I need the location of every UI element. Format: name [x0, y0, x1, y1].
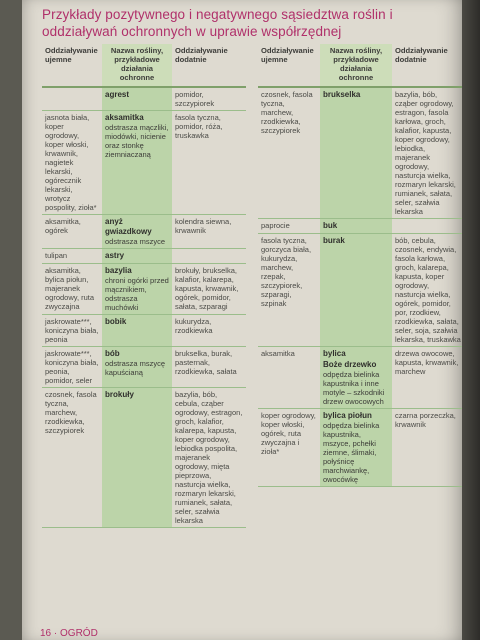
plant-cell: [102, 215, 172, 249]
positive-cell: bazylia, bób, cząber ogrodowy, estragon, fasola karłowa, groch, kalafior, kapusta, koper ogrodowy, lebiodka, majeranek ogrodowy, nasturcja wielka, rozmaryn lekarski, rumianek, sałata, seler, szałwia lekarska: [392, 87, 464, 219]
page-footer: 16 · OGRÓD: [40, 628, 98, 639]
plant-name: agrest: [105, 90, 130, 99]
header-plant: Nazwa rośliny, przykładowe działania ochronne: [320, 44, 392, 87]
protective-action: odstrasza mączliki, miodówki, nicienie oraz stonkę ziemniaczaną: [105, 123, 169, 159]
positive-cell: [392, 219, 464, 234]
plant-cell: [320, 347, 392, 409]
plant-cell: [102, 388, 172, 528]
table-row: [42, 249, 246, 264]
page-title: Przykłady pozytywnego i negatywnego sąsiedztwa roślin i oddziaływań ochronnych w uprawie współrzędnej: [42, 7, 393, 39]
table-row: [258, 219, 464, 234]
protective-action: chroni ogórki przed mącznikiem, odstrasza muchówki: [105, 276, 169, 312]
table-row: [42, 264, 246, 315]
plant-name: bobik: [105, 317, 127, 326]
positive-cell: bób, cebula, czosnek, endywia, fasola karłowa, groch, kalarepa, kapusta, koper ogrodowy, nasturcja wielka, ogórek, pomidor, por, rzodkiew, rzodkiewka, sałata, seler, soja, szałwia lekarska, truskawka: [392, 234, 464, 347]
table-header-row: [258, 44, 464, 87]
positive-cell: fasola tyczna, pomidor, róża, truskawka: [172, 111, 246, 215]
header-plant: Nazwa rośliny, przykładowe działania ochronne: [102, 44, 172, 87]
plant-name: bylica: [323, 349, 346, 358]
header-positive: Oddziaływanie dodatnie: [392, 44, 464, 87]
protective-action: odstrasza mszyce: [105, 237, 166, 246]
plant-name: buk: [323, 221, 338, 230]
negative-cell: paprocie: [258, 219, 320, 234]
table-left: [42, 44, 246, 528]
negative-cell: jaskrowate***, koniczyna biała, peonia, pomidor, seler: [42, 347, 102, 388]
plant-cell: [320, 87, 392, 219]
plant-cell: [102, 111, 172, 215]
plant-cell: [102, 315, 172, 347]
companion-table-right: [258, 44, 464, 487]
negative-cell: aksamitka: [258, 347, 320, 409]
table-row: [258, 87, 464, 219]
positive-cell: brukselka, burak, pasternak, rzodkiewka, sałata: [172, 347, 246, 388]
negative-cell: aksamitka, bylica piołun, majeranek ogrodowy, ruta zwyczajna: [42, 264, 102, 315]
book-page: [22, 0, 467, 640]
table-row: [258, 234, 464, 347]
table-row: [258, 347, 464, 409]
negative-cell: czosnek, fasola tyczna, marchew, rzodkiewka, szczypiorek: [258, 87, 320, 219]
plant-name: anyż gwiazdkowy: [105, 217, 152, 236]
table-right: [258, 44, 464, 487]
plant-cell: [102, 249, 172, 264]
header-negative: Oddziaływanie ujemne: [258, 44, 320, 87]
protective-action: odpędza bielinka kapustnika i inne motyle – szkodniki drzew owocowych: [323, 370, 385, 406]
negative-cell: czosnek, fasola tyczna, marchew, rzodkiewka, szczypiorek: [42, 388, 102, 528]
plant-name: aksamitka: [105, 113, 144, 122]
protective-action: odstrasza mszycę kapuścianą: [105, 359, 166, 377]
plant-name: brukselka: [323, 90, 361, 99]
table-row: [42, 315, 246, 347]
table-row: [42, 215, 246, 249]
negative-cell: [42, 87, 102, 111]
negative-cell: jaskrowate***, koniczyna biała, peonia: [42, 315, 102, 347]
companion-table-left: [42, 44, 246, 528]
table-row: [42, 347, 246, 388]
plant-name: astry: [105, 251, 125, 260]
plant-name-alt: Boże drzewko: [323, 360, 377, 369]
header-negative: Oddziaływanie ujemne: [42, 44, 102, 87]
positive-cell: brokuły, brukselka, kalafior, kalarepa, kapusta, krwawnik, ogórek, pomidor, sałata, szparagi: [172, 264, 246, 315]
table-row: [42, 87, 246, 111]
negative-cell: tulipan: [42, 249, 102, 264]
negative-cell: koper ogrodowy, koper włoski, ogórek, ruta zwyczajna i zioła*: [258, 409, 320, 487]
plant-name: bób: [105, 349, 120, 358]
table-row: [42, 111, 246, 215]
positive-cell: czarna porzeczka, krwawnik: [392, 409, 464, 487]
negative-cell: jasnota biała, koper ogrodowy, koper włoski, krwawnik, nagietek lekarski, ogórecznik lekarski, wrotycz pospolity, zioła*: [42, 111, 102, 215]
negative-cell: aksamitka, ogórek: [42, 215, 102, 249]
book-edge: [462, 0, 480, 640]
positive-cell: kukurydza, rzodkiewka: [172, 315, 246, 347]
positive-cell: drzewa owocowe, kapusta, krwawnik, marchew: [392, 347, 464, 409]
plant-cell: [320, 409, 392, 487]
table-header-row: [42, 44, 246, 87]
positive-cell: [172, 249, 246, 264]
table-row: [42, 388, 246, 528]
plant-cell: [102, 87, 172, 111]
plant-name: burak: [323, 236, 345, 245]
plant-name: bazylia: [105, 266, 132, 275]
positive-cell: pomidor, szczypiorek: [172, 87, 246, 111]
positive-cell: kolendra siewna, krwawnik: [172, 215, 246, 249]
negative-cell: fasola tyczna, gorczyca biała, kukurydza, marchew, rzepak, szczypiorek, szparagi, szpinak: [258, 234, 320, 347]
plant-cell: [102, 264, 172, 315]
plant-name: brokuły: [105, 390, 134, 399]
plant-cell: [102, 347, 172, 388]
plant-cell: [320, 219, 392, 234]
table-row: [258, 409, 464, 487]
plant-name: bylica piołun: [323, 411, 372, 420]
plant-cell: [320, 234, 392, 347]
header-positive: Oddziaływanie dodatnie: [172, 44, 246, 87]
protective-action: odpędza bielinka kapustnika, mszyce, pchełki ziemne, ślimaki, połyśnicę marchwiankę, owocówkę: [323, 421, 380, 484]
positive-cell: bazylia, bób, cebula, cząber ogrodowy, estragon, groch, kalafior, kalarepa, kapusta, koper ogrodowy, lebiodka pospolita, majeranek ogrodowy, mięta pieprzowa, nasturcja wielka, rozmaryn lekarski, rumianek, sałata, seler, szałwia lekarska: [172, 388, 246, 528]
